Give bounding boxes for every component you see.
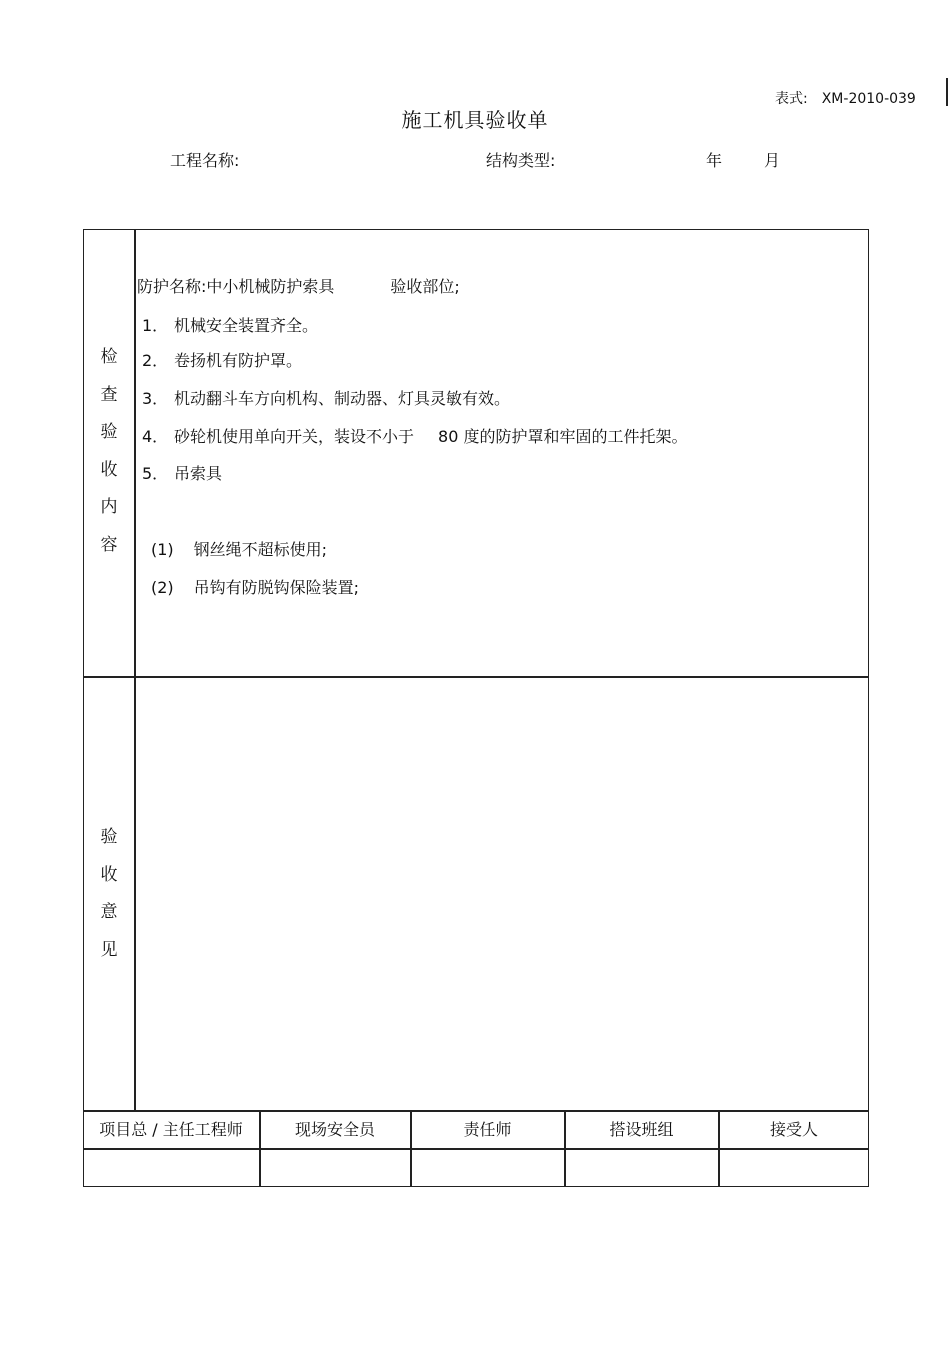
signature-cell-site-safety-officer[interactable] <box>261 1150 409 1186</box>
side-char: 检 <box>100 347 118 367</box>
signature-cell-erection-team[interactable] <box>566 1150 717 1186</box>
protection-name-value: 中小机械防护索具 <box>206 277 335 296</box>
inspection-sub-item <box>151 575 359 598</box>
side-char: 查 <box>100 384 118 405</box>
item-number: 2． <box>142 351 169 370</box>
side-char: 意 <box>100 902 118 922</box>
item-number: 1． <box>142 316 169 335</box>
form-table <box>83 229 869 1187</box>
item-text-part-b: 80 度的防护罩和牢固的工件托架。 <box>438 427 688 446</box>
side-char: 验 <box>100 827 118 847</box>
item-number: 5． <box>142 464 169 483</box>
signature-cell-responsible-engineer[interactable] <box>412 1150 563 1186</box>
item-text: 卷扬机有防护罩。 <box>174 351 303 370</box>
acceptance-location-label: 验收部位; <box>390 277 460 296</box>
opinion-side-label <box>84 819 134 969</box>
item-text-part-a: 砂轮机使用单向开关，装设不小于 <box>174 427 415 446</box>
signature-header-site-safety-officer: 现场安全员 <box>294 1120 375 1139</box>
item-text: 机械安全装置齐全。 <box>174 316 319 335</box>
form-code-label: 表式: <box>775 91 808 107</box>
protection-name-line <box>137 274 460 297</box>
signature-header-responsible-engineer: 责任师 <box>463 1120 512 1139</box>
year-label: 年 <box>706 151 723 170</box>
form-code-value: XM-2010-039 <box>821 91 916 107</box>
inspection-item <box>137 424 687 447</box>
sub-item-text: 钢丝绳不超标使用; <box>193 540 328 559</box>
side-char: 容 <box>100 534 118 555</box>
month-label: 月 <box>764 151 781 170</box>
page-title: 施工机具验收单 <box>401 108 549 132</box>
protection-name-label: 防护名称: <box>137 277 207 296</box>
signature-header-chief-engineer: 项目总 / 主任工程师 <box>99 1120 243 1139</box>
inspection-side-label <box>84 339 134 564</box>
side-char: 内 <box>100 497 118 517</box>
item-number: 4． <box>142 427 169 446</box>
item-number: 3． <box>142 389 169 408</box>
sub-item-text: 吊钩有防脱钩保险装置; <box>193 578 360 597</box>
item-text: 机动翻斗车方向机构、制动器、灯具灵敏有效。 <box>174 389 511 408</box>
project-name-label: 工程名称: <box>170 151 240 170</box>
side-char: 收 <box>100 864 118 885</box>
inspection-sub-item <box>151 537 327 560</box>
side-char: 收 <box>100 459 118 480</box>
signature-header-erection-team: 搭设班组 <box>609 1120 674 1139</box>
sub-item-number: (1) <box>151 540 174 559</box>
page-edge-mark <box>946 78 948 106</box>
signature-header-receiver: 接受人 <box>769 1120 818 1139</box>
divider-inspection-opinion <box>83 676 869 678</box>
divider-left-column <box>134 229 136 1111</box>
signature-cell-receiver[interactable] <box>720 1150 868 1186</box>
inspection-item <box>137 313 318 336</box>
structure-type-label: 结构类型: <box>486 151 556 170</box>
side-char: 验 <box>100 422 118 442</box>
inspection-item <box>137 386 510 409</box>
item-text: 吊索具 <box>174 464 223 483</box>
inspection-item <box>137 461 222 484</box>
inspection-item <box>137 348 302 371</box>
signature-cell-chief-engineer[interactable] <box>84 1150 258 1186</box>
sub-item-number: (2) <box>151 578 174 597</box>
side-char: 见 <box>100 939 118 960</box>
